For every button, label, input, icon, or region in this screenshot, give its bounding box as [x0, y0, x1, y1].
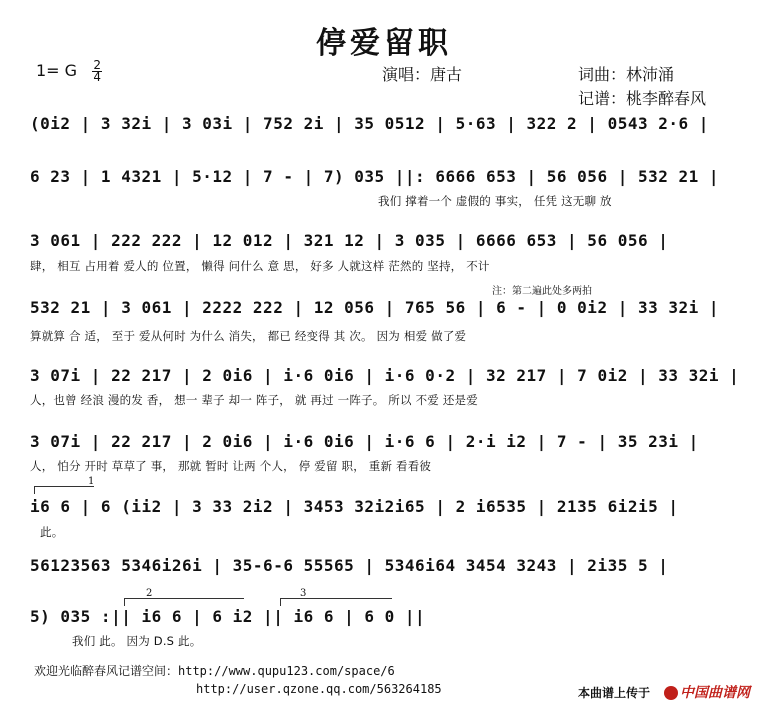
key-label: 1= G — [36, 61, 78, 80]
composer-credit: 词曲：林沛涌 — [578, 65, 675, 84]
lyrics-row-4: 算就算 合 适， 至于 爱从何时 为什么 消失， 都已 经变得 其 次。 因为 相爱 做了爱 — [30, 329, 467, 343]
lyrics-row-9: 我们 此。 因为 D.S 此。 — [72, 634, 202, 648]
volta-label-2: 2 — [146, 588, 153, 599]
score-row-1: (0i2 | 3 32i | 3 03i | 752 2i | 35 0512 | 5·63 | 322 2 | 0543 2·6 | — [30, 114, 709, 133]
time-signature — [92, 60, 102, 83]
volta-label-3: 3 — [300, 588, 307, 599]
score-row-4: 532 21 | 3 061 | 2222 222 | 12 056 | 765 56 | 6 - | 0 0i2 | 33 32i | — [30, 298, 720, 317]
song-title: 停爱留职 — [316, 26, 452, 61]
score-row-7: i6 6 | 6 (ii2 | 3 33 2i2 | 3453 32i2i65 | 2 i6535 | 2135 6i2i5 | — [30, 497, 679, 516]
annotation-note: 注：第二遍此处多两拍 — [492, 286, 592, 297]
volta-bracket-2 — [124, 598, 244, 599]
transcriber-credit: 记谱：桃李醉春风 — [578, 89, 707, 108]
volta-bracket-2-tick — [124, 598, 125, 606]
score-row-3: 3 061 | 222 222 | 12 012 | 321 12 | 3 035 | 6666 653 | 56 056 | — [30, 231, 669, 250]
footer-url: http://user.qzone.qq.com/563264185 — [196, 682, 442, 696]
time-signature-bottom: 4 — [93, 70, 101, 84]
key-signature — [36, 60, 102, 83]
logo-icon — [664, 686, 678, 700]
volta-bracket-1-tick — [34, 486, 35, 494]
site-logo — [664, 682, 750, 702]
score-row-6: 3 07i | 22 217 | 2 0i6 | i·6 0i6 | i·6 6 | 2·i i2 | 7 - | 35 23i | — [30, 432, 699, 451]
volta-label-1: 1 — [88, 476, 95, 487]
time-signature-top: 2 — [93, 58, 101, 72]
lyrics-row-7: 此。 — [40, 525, 64, 539]
upload-note: 本曲谱上传于 — [578, 686, 651, 700]
lyrics-row-2: 我们 撑着一个 虚假的 事实， 任凭 这无聊 放 — [378, 194, 612, 208]
logo-text: 中国曲谱网 — [680, 685, 750, 701]
lyrics-row-6: 人， 怕分 开时 草草了 事， 那就 暂时 让两 个人， 停 爱留 职， 重新 看看彼 — [30, 459, 432, 473]
volta-bracket-1 — [34, 486, 94, 487]
lyrics-row-5: 人，也曾 经浪 漫的发 香， 想一 辈子 却一 阵子， 就 再过 一阵子。 所以 不爱 还是爱 — [30, 393, 478, 407]
score-row-9: 5) 035 :|| i6 6 | 6 i2 || i6 6 | 6 0 || — [30, 607, 426, 626]
volta-bracket-3 — [280, 598, 392, 599]
lyrics-row-3: 肆， 相互 占用着 爱人的 位置， 懒得 问什么 意 思， 好多 人就这样 茫然的 坚持， 不计 — [30, 259, 490, 273]
score-row-8: 56123563 5346i26i | 35-6-6 55565 | 5346i64 3454 3243 | 2i35 5 | — [30, 556, 669, 575]
score-row-2: 6 23 | 1 4321 | 5·12 | 7 - | 7) 035 ||: 6666 653 | 56 056 | 532 21 | — [30, 167, 720, 186]
score-row-5: 3 07i | 22 217 | 2 0i6 | i·6 0i6 | i·6 0·2 | 32 217 | 7 0i2 | 33 32i | — [30, 366, 740, 385]
singer-credit: 演唱：唐古 — [382, 65, 463, 84]
footer-welcome: 欢迎光临醉春风记谱空间：http://www.qupu123.com/space/6 — [34, 664, 395, 678]
volta-bracket-3-tick — [280, 598, 281, 606]
